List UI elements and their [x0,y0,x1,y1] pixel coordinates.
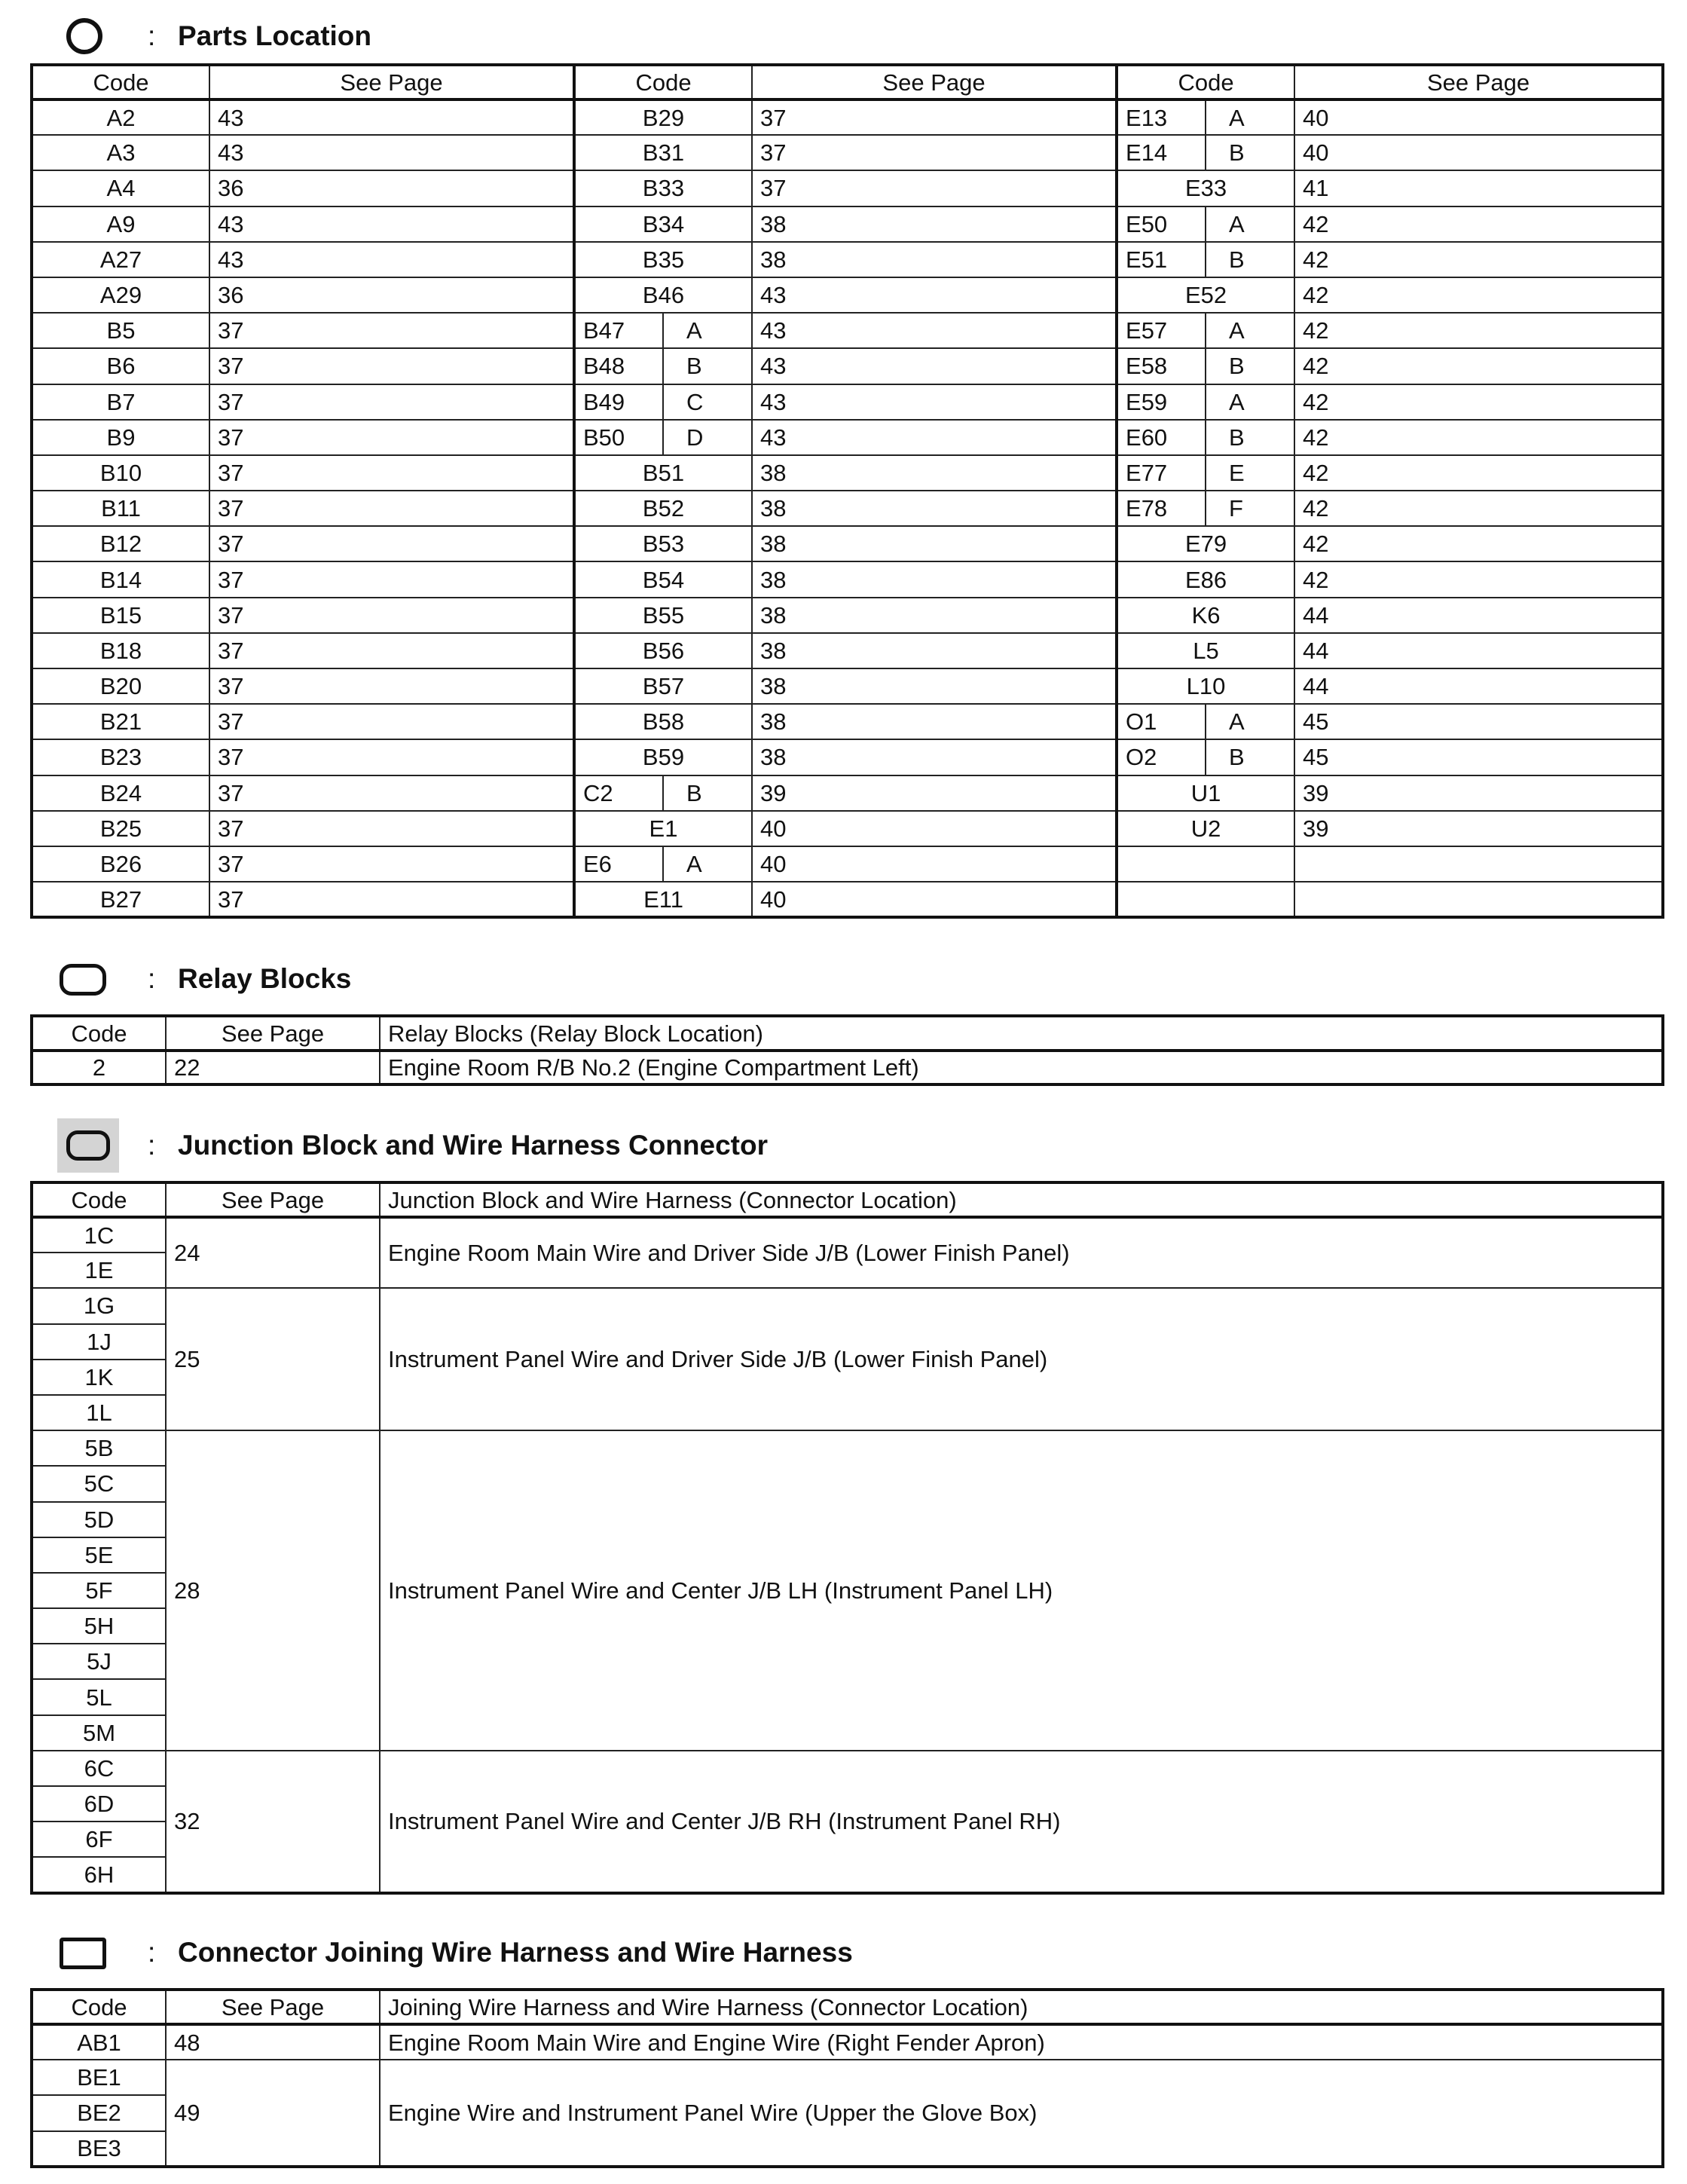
part-code: E57 [1117,313,1206,348]
part-page: 42 [1294,348,1663,384]
table-row [32,1430,1663,1466]
heading-colon: : [148,1130,156,1161]
part-connector-letter: A [1206,704,1294,739]
part-page: 37 [209,491,574,526]
part-connector-letter: D [663,420,752,455]
connector-code: BE1 [32,2060,166,2095]
connector-page: 28 [166,1430,380,1751]
part-code: B54 [574,561,752,597]
part-page: 37 [209,739,574,775]
part-page [1294,846,1663,882]
connector-description: Engine Room Main Wire and Driver Side J/B (Lower Finish Panel) [380,1217,1663,1288]
part-page: 40 [1294,135,1663,170]
part-code: B59 [574,739,752,775]
part-page: 40 [1294,99,1663,135]
col-header-code: Code [574,65,752,99]
part-code: B18 [32,633,209,668]
table-row [32,1217,1663,1253]
part-code: C2 [574,775,663,811]
part-code: A27 [32,242,209,277]
part-code: A4 [32,170,209,206]
connector-code: 5D [32,1502,166,1537]
heading-colon: : [148,1937,156,1968]
part-code: B49 [574,384,663,420]
table-row [32,598,1663,633]
table-row [32,491,1663,526]
part-connector-letter: B [663,775,752,811]
part-page: 42 [1294,526,1663,561]
part-code: E86 [1117,561,1294,597]
part-page: 36 [209,170,574,206]
part-code: B24 [32,775,209,811]
part-code: B7 [32,384,209,420]
junction-block-table [30,1181,1664,1895]
rounded-rect-icon [60,964,106,996]
table-row [32,313,1663,348]
part-connector-letter: A [663,313,752,348]
part-page: 37 [209,455,574,491]
part-code: B48 [574,348,663,384]
part-code: B10 [32,455,209,491]
part-code [1117,846,1294,882]
col-header-see-page: See Page [752,65,1117,99]
part-page: 38 [752,704,1117,739]
part-page: 38 [752,668,1117,704]
part-code: L10 [1117,668,1294,704]
connector-code: 5M [32,1715,166,1751]
part-code: B11 [32,491,209,526]
part-page: 36 [209,277,574,313]
section-title: Parts Location [178,20,371,51]
col-header-description: Junction Block and Wire Harness (Connector Location) [380,1182,1663,1217]
part-code: B9 [32,420,209,455]
col-header-code: Code [32,1990,166,2024]
part-code: B14 [32,561,209,597]
part-code: B6 [32,348,209,384]
col-header-code: Code [1117,65,1294,99]
relay-description: Engine Room R/B No.2 (Engine Compartment Left) [380,1051,1663,1084]
part-code: B23 [32,739,209,775]
part-code: K6 [1117,598,1294,633]
part-code: B56 [574,633,752,668]
connector-code: 5H [32,1608,166,1644]
col-header-see-page: See Page [166,1990,380,2024]
part-code: A3 [32,135,209,170]
part-code: B33 [574,170,752,206]
part-connector-letter: A [1206,384,1294,420]
part-connector-letter: B [1206,135,1294,170]
part-page: 37 [209,668,574,704]
table-row [32,242,1663,277]
part-page: 37 [752,170,1117,206]
part-code: A9 [32,206,209,242]
part-page: 42 [1294,561,1663,597]
part-code: B21 [32,704,209,739]
part-code: E11 [574,882,752,917]
part-page: 43 [752,348,1117,384]
part-code: B12 [32,526,209,561]
part-code: E77 [1117,455,1206,491]
table-row [32,384,1663,420]
connector-code: 5F [32,1573,166,1608]
table-row [32,668,1663,704]
part-code: U2 [1117,811,1294,846]
connector-joining-heading [0,1930,1687,1975]
part-code: B51 [574,455,752,491]
part-page: 43 [752,313,1117,348]
part-code: B34 [574,206,752,242]
part-page: 38 [752,491,1117,526]
rectangle-icon [60,1938,106,1969]
connector-code: 6D [32,1786,166,1822]
part-page: 45 [1294,704,1663,739]
part-page: 37 [209,846,574,882]
part-page: 37 [209,598,574,633]
part-connector-letter: A [663,846,752,882]
connector-code: 1J [32,1324,166,1360]
part-page: 42 [1294,420,1663,455]
part-page: 42 [1294,242,1663,277]
part-code: E52 [1117,277,1294,313]
part-connector-letter: B [663,348,752,384]
table-row [32,348,1663,384]
table-row [32,811,1663,846]
part-code: E51 [1117,242,1206,277]
part-code: E58 [1117,348,1206,384]
part-page [1294,882,1663,917]
part-connector-letter: B [1206,348,1294,384]
part-page: 42 [1294,455,1663,491]
table-row [32,455,1663,491]
part-page: 37 [209,348,574,384]
connector-code: 1E [32,1253,166,1288]
part-page: 42 [1294,206,1663,242]
table-row [32,704,1663,739]
part-code: B31 [574,135,752,170]
part-page: 38 [752,206,1117,242]
connector-code: 1C [32,1217,166,1253]
part-code: A2 [32,99,209,135]
part-page: 37 [209,811,574,846]
part-page: 38 [752,739,1117,775]
table-row [32,739,1663,775]
part-code: B50 [574,420,663,455]
part-page: 41 [1294,170,1663,206]
junction-block-heading [0,1123,1687,1168]
part-code: E60 [1117,420,1206,455]
part-page: 37 [209,526,574,561]
part-page: 44 [1294,633,1663,668]
part-code: E6 [574,846,663,882]
part-page: 39 [752,775,1117,811]
table-row [32,1051,1663,1084]
parts-location-heading [0,14,1687,59]
part-page: 38 [752,242,1117,277]
part-page: 37 [209,420,574,455]
table-row [32,277,1663,313]
part-page: 43 [752,277,1117,313]
part-code: E33 [1117,170,1294,206]
part-code: B5 [32,313,209,348]
table-row [32,882,1663,917]
part-page: 43 [209,206,574,242]
part-connector-letter: A [1206,313,1294,348]
connector-code: AB1 [32,2024,166,2060]
relay-blocks-heading [0,956,1687,1002]
part-code: E78 [1117,491,1206,526]
part-code: O2 [1117,739,1206,775]
part-page: 37 [209,775,574,811]
part-code: E50 [1117,206,1206,242]
part-code: E1 [574,811,752,846]
part-code [1117,882,1294,917]
connector-code: 5C [32,1466,166,1501]
shaded-rounded-rect-icon [57,1118,119,1173]
part-code: B55 [574,598,752,633]
part-code: L5 [1117,633,1294,668]
part-page: 44 [1294,668,1663,704]
relay-page: 22 [166,1051,380,1084]
part-code: B46 [574,277,752,313]
part-page: 43 [209,99,574,135]
part-code: E59 [1117,384,1206,420]
connector-code: 5L [32,1679,166,1714]
parts-location-table [30,63,1664,919]
table-row [32,1288,1663,1323]
connector-page: 48 [166,2024,380,2060]
part-page: 37 [209,882,574,917]
part-code: E79 [1117,526,1294,561]
part-connector-letter: B [1206,739,1294,775]
part-page: 42 [1294,277,1663,313]
part-connector-letter: B [1206,420,1294,455]
relay-code: 2 [32,1051,166,1084]
col-header-see-page: See Page [209,65,574,99]
connector-description: Engine Room Main Wire and Engine Wire (Right Fender Apron) [380,2024,1663,2060]
table-row [32,561,1663,597]
part-connector-letter: A [1206,206,1294,242]
connector-description: Instrument Panel Wire and Center J/B LH (Instrument Panel LH) [380,1430,1663,1751]
part-page: 42 [1294,491,1663,526]
col-header-code: Code [32,1016,166,1051]
connector-code: 1L [32,1395,166,1430]
connector-code: 5J [32,1644,166,1679]
part-page: 37 [209,704,574,739]
part-code: B53 [574,526,752,561]
part-code: B20 [32,668,209,704]
part-code: U1 [1117,775,1294,811]
part-page: 42 [1294,384,1663,420]
part-page: 40 [752,811,1117,846]
part-page: 38 [752,455,1117,491]
col-header-see-page: See Page [166,1182,380,1217]
part-code: E13 [1117,99,1206,135]
connector-code: 6F [32,1822,166,1857]
part-code: B52 [574,491,752,526]
part-code: B35 [574,242,752,277]
part-code: A29 [32,277,209,313]
connector-page: 32 [166,1751,380,1893]
part-connector-letter: B [1206,242,1294,277]
table-row [32,1751,1663,1786]
part-page: 40 [752,846,1117,882]
connector-code: 1K [32,1360,166,1395]
connector-joining-table [30,1988,1664,2168]
part-page: 43 [209,135,574,170]
part-connector-letter: F [1206,491,1294,526]
table-row [32,2060,1663,2095]
part-code: B27 [32,882,209,917]
part-connector-letter: A [1206,99,1294,135]
connector-page: 25 [166,1288,380,1430]
part-page: 39 [1294,811,1663,846]
connector-code: 6H [32,1857,166,1892]
connector-code: 5B [32,1430,166,1466]
heading-colon: : [148,20,156,51]
connector-code: 1G [32,1288,166,1323]
table-row [32,846,1663,882]
circle-icon [66,18,102,54]
table-row [32,2024,1663,2060]
col-header-see-page: See Page [1294,65,1663,99]
heading-colon: : [148,963,156,994]
connector-description: Instrument Panel Wire and Center J/B RH (Instrument Panel RH) [380,1751,1663,1893]
table-row [32,526,1663,561]
col-header-code: Code [32,1182,166,1217]
section-title: Junction Block and Wire Harness Connector [178,1130,768,1161]
part-code: B47 [574,313,663,348]
part-page: 45 [1294,739,1663,775]
part-page: 37 [209,384,574,420]
table-row [32,99,1663,135]
relay-blocks-table [30,1014,1664,1086]
connector-page: 49 [166,2060,380,2167]
part-code: B15 [32,598,209,633]
part-page: 38 [752,526,1117,561]
part-page: 42 [1294,313,1663,348]
part-connector-letter: C [663,384,752,420]
section-title: Connector Joining Wire Harness and Wire Harness [178,1937,853,1968]
part-page: 43 [752,384,1117,420]
part-page: 37 [209,633,574,668]
part-page: 43 [209,242,574,277]
part-page: 44 [1294,598,1663,633]
connector-code: BE2 [32,2095,166,2130]
part-connector-letter: E [1206,455,1294,491]
part-code: B58 [574,704,752,739]
connector-description: Engine Wire and Instrument Panel Wire (Upper the Glove Box) [380,2060,1663,2167]
table-row [32,135,1663,170]
part-page: 43 [752,420,1117,455]
col-header-see-page: See Page [166,1016,380,1051]
connector-page: 24 [166,1217,380,1288]
part-code: E14 [1117,135,1206,170]
part-page: 40 [752,882,1117,917]
part-code: B25 [32,811,209,846]
part-page: 37 [209,561,574,597]
connector-code: 6C [32,1751,166,1786]
col-header-description: Relay Blocks (Relay Block Location) [380,1016,1663,1051]
part-page: 39 [1294,775,1663,811]
table-row [32,170,1663,206]
table-row [32,775,1663,811]
part-code: O1 [1117,704,1206,739]
table-row [32,420,1663,455]
part-page: 38 [752,561,1117,597]
part-page: 37 [752,99,1117,135]
connector-code: 5E [32,1537,166,1573]
part-code: B26 [32,846,209,882]
part-code: B57 [574,668,752,704]
part-page: 38 [752,598,1117,633]
connector-description: Instrument Panel Wire and Driver Side J/B (Lower Finish Panel) [380,1288,1663,1430]
table-row [32,206,1663,242]
col-header-description: Joining Wire Harness and Wire Harness (Connector Location) [380,1990,1663,2024]
col-header-code: Code [32,65,209,99]
section-title: Relay Blocks [178,963,352,994]
connector-code: BE3 [32,2131,166,2167]
part-page: 37 [752,135,1117,170]
part-page: 37 [209,313,574,348]
part-page: 38 [752,633,1117,668]
part-code: B29 [574,99,752,135]
table-row [32,633,1663,668]
